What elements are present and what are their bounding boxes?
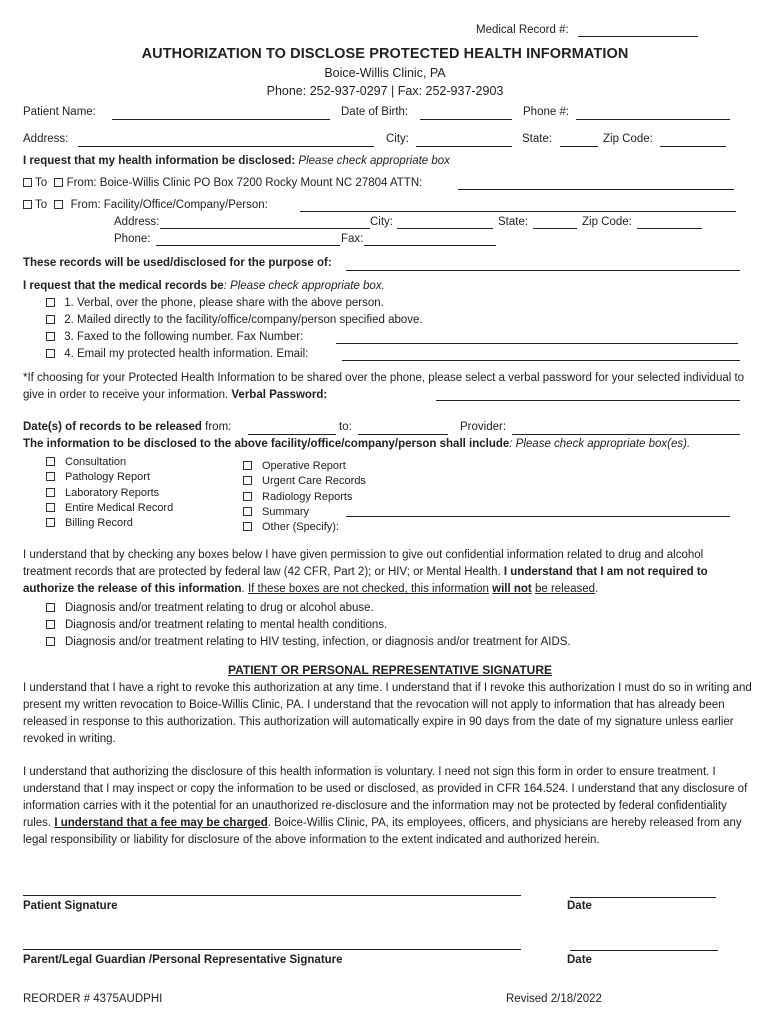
delivery-option — [46, 314, 423, 326]
clinic-name: Boice-Willis Clinic, PA — [324, 66, 446, 80]
provider-field[interactable] — [512, 434, 740, 435]
purpose-label: These records will be used/disclosed for the purpose of: — [23, 257, 332, 269]
include-checkbox[interactable] — [243, 492, 252, 501]
revocation-paragraph: I understand that I have a right to revoke this authorization at any time. I understand that if I revoke this authorization I must do so in writing and present my written revocation to Boice-Willis Clinic, PA. I understand that the revocation will not apply to information that has already been released in response to this authorization. This authorization will automatically expire in 90 days from the date of my signature unless earlier revoked in writing. — [23, 682, 752, 745]
date-to-field[interactable] — [358, 434, 448, 435]
address-field[interactable] — [78, 146, 374, 147]
list-item — [243, 520, 366, 535]
delivery-option — [46, 297, 384, 309]
include-checkbox[interactable] — [46, 472, 55, 481]
delivery-checkbox-fax[interactable] — [46, 332, 55, 341]
include-checkbox[interactable] — [243, 461, 252, 470]
provider-label: Provider: — [460, 421, 507, 433]
reorder-number: REORDER # 4375AUDPHI — [23, 993, 163, 1005]
other-specify-field[interactable] — [346, 516, 730, 517]
include-checkbox[interactable] — [46, 503, 55, 512]
facility-city-label: City: — [370, 216, 393, 228]
zip-field[interactable] — [660, 146, 726, 147]
sensitive-checkbox-mental[interactable] — [46, 620, 55, 629]
zip-label: Zip Code: — [603, 133, 653, 145]
include-checkbox[interactable] — [243, 476, 252, 485]
sensitive-label: Diagnosis and/or treatment relating to drug or alcohol abuse. — [65, 602, 374, 614]
fax-number-field[interactable] — [336, 343, 738, 344]
list-item — [46, 600, 571, 617]
delivery-option-label: 4. Email my protected health information. Email: — [64, 348, 309, 360]
from-clinic-checkbox[interactable] — [54, 178, 63, 187]
medical-record-label: Medical Record #: — [476, 24, 569, 36]
page-title: AUTHORIZATION TO DISCLOSE PROTECTED HEALTH INFORMATION — [141, 46, 629, 62]
signature-heading: PATIENT OR PERSONAL REPRESENTATIVE SIGNATURE — [227, 663, 553, 677]
include-checkbox[interactable] — [243, 507, 252, 516]
address-label: Address: — [23, 133, 69, 145]
to-checkbox-1[interactable] — [23, 178, 32, 187]
state-label: State: — [522, 133, 553, 145]
delivery-option-label: 1. Verbal, over the phone, please share with the above person. — [64, 297, 384, 309]
from-facility-checkbox[interactable] — [54, 200, 63, 209]
from-clinic-label: From: Boice-Willis Clinic PO Box 7200 Rocky Mount NC 27804 ATTN: — [66, 177, 423, 189]
guardian-date-label: Date — [567, 954, 592, 966]
include-label: Summary — [262, 505, 310, 518]
city-label: City: — [386, 133, 409, 145]
dob-label: Date of Birth: — [341, 106, 409, 118]
include-label: Other (Specify): — [262, 521, 340, 534]
include-label: Radiology Reports — [262, 490, 353, 503]
facility-phone-label: Phone: — [114, 233, 151, 245]
dates-label: Date(s) of records to be released from: — [23, 421, 232, 433]
include-checkbox[interactable] — [46, 457, 55, 466]
sensitive-label: Diagnosis and/or treatment relating to HIV testing, infection, or diagnosis and/or treatment for AIDS. — [65, 636, 571, 648]
sensitive-list — [46, 600, 571, 651]
sensitive-checkbox-hiv[interactable] — [46, 637, 55, 646]
delivery-checkbox-email[interactable] — [46, 349, 55, 358]
list-item — [243, 505, 366, 520]
voluntary-paragraph: I understand that authorizing the disclosure of this health information is voluntary. I need not sign this form in order to ensure treatment. I understand that I may inspect or copy the information to be used or disclosed, as provided in CFR 164.524. I understand that any disclosure of information carries with it the potential for an unauthorized re-disclosure and the information may not be protected by federal confidentiality rules. I understand that a fee may be charged. Boice-Willis Clinic, PA, its employees, officers, and physicians are hereby released from any legal responsibility or liability for disclosure of the above information to the extent indicated and authorized herein. — [23, 766, 748, 846]
list-item — [46, 634, 571, 651]
facility-state-label: State: — [498, 216, 529, 228]
facility-fax-field[interactable] — [364, 245, 496, 246]
list-item — [243, 459, 366, 474]
patient-name-field[interactable] — [112, 119, 330, 120]
include-heading: The information to be disclosed to the above facility/office/company/person shall include: Please check appropriate box(es). — [23, 438, 691, 450]
facility-phone-field[interactable] — [156, 245, 340, 246]
include-label: Entire Medical Record — [65, 501, 174, 514]
to-label: To — [35, 177, 48, 189]
include-label: Pathology Report — [65, 471, 150, 484]
include-label: Operative Report — [262, 460, 346, 472]
to-label-2: To — [35, 199, 48, 211]
delivery-heading: I request that the medical records be: Please check appropriate box. — [23, 280, 385, 292]
list-item — [46, 486, 173, 501]
sensitive-label: Diagnosis and/or treatment relating to mental health conditions. — [65, 619, 388, 631]
email-field[interactable] — [342, 360, 740, 361]
sensitive-paragraph: I understand that by checking any boxes below I have given permission to give out confidential information related to drug and alcohol treatment records that are protected by federal law (42 CFR, Part 2); or HIV; or Mental Health. I understand that I am not required to authorize the release of this information. If these boxes are not checked, this information will not be released. — [23, 549, 708, 595]
facility-address-label: Address: — [114, 216, 160, 228]
delivery-option — [46, 348, 308, 360]
include-checkbox[interactable] — [46, 518, 55, 527]
facility-address-field[interactable] — [160, 228, 370, 229]
include-label: Consultation — [65, 456, 127, 468]
include-label: Urgent Care Records — [262, 475, 366, 488]
medical-record-field[interactable] — [578, 36, 698, 37]
disclose-row-clinic — [23, 177, 422, 189]
date-from-field[interactable] — [248, 434, 336, 435]
delivery-option-label: 2. Mailed directly to the facility/office/company/person specified above. — [64, 314, 423, 326]
delivery-checkbox-verbal[interactable] — [46, 298, 55, 307]
patient-signature-label: Patient Signature — [23, 900, 118, 912]
verbal-password-field[interactable] — [436, 400, 740, 401]
clinic-phone-fax: Phone: 252-937-0297 | Fax: 252-937-2903 — [266, 84, 504, 98]
patient-date-line[interactable] — [570, 897, 716, 898]
list-item — [46, 617, 571, 634]
verbal-password-note: *If choosing for your Protected Health Information to be shared over the phone, please select a verbal password for your selected individual to give in order to receive your information. Verbal Password: — [23, 372, 745, 401]
guardian-signature-label: Parent/Legal Guardian /Personal Representative Signature — [23, 954, 343, 966]
sensitive-checkbox-drug[interactable] — [46, 603, 55, 612]
purpose-field[interactable] — [346, 270, 740, 271]
phone-label: Phone #: — [523, 106, 570, 118]
patient-signature-line[interactable] — [23, 895, 521, 896]
phone-field[interactable] — [576, 119, 730, 120]
include-left-list — [46, 455, 173, 531]
disclose-heading: I request that my health information be disclosed: Please check appropriate box — [23, 155, 450, 167]
to-checkbox-2[interactable] — [23, 200, 32, 209]
include-checkbox[interactable] — [243, 522, 252, 531]
delivery-option — [46, 331, 303, 343]
facility-zip-label: Zip Code: — [582, 216, 632, 228]
include-right-list — [243, 459, 366, 535]
list-item — [46, 516, 173, 531]
delivery-checkbox-mailed[interactable] — [46, 315, 55, 324]
list-item — [46, 501, 173, 516]
delivery-option-label: 3. Faxed to the following number. Fax Number: — [64, 331, 304, 343]
attn-field[interactable] — [458, 189, 734, 190]
facility-state-field[interactable] — [533, 228, 577, 229]
facility-zip-field[interactable] — [637, 228, 702, 229]
date-to-label: to: — [339, 421, 352, 433]
state-field[interactable] — [560, 146, 598, 147]
facility-city-field[interactable] — [397, 228, 493, 229]
list-item — [46, 455, 173, 470]
from-facility-label: From: Facility/Office/Company/Person: — [70, 199, 268, 211]
patient-name-label: Patient Name: — [23, 106, 96, 118]
facility-fax-label: Fax: — [341, 233, 364, 245]
include-label: Billing Record — [65, 517, 133, 530]
disclose-row-facility — [23, 199, 268, 211]
list-item — [46, 470, 173, 485]
include-checkbox[interactable] — [46, 488, 55, 497]
include-label: Laboratory Reports — [65, 486, 160, 499]
dob-field[interactable] — [420, 119, 512, 120]
list-item — [243, 490, 366, 505]
patient-date-label: Date — [567, 900, 592, 912]
guardian-signature-line[interactable] — [23, 949, 521, 950]
facility-field[interactable] — [300, 211, 736, 212]
guardian-date-line[interactable] — [570, 950, 718, 951]
list-item — [243, 474, 366, 489]
revised-date: Revised 2/18/2022 — [506, 993, 602, 1005]
city-field[interactable] — [416, 146, 512, 147]
